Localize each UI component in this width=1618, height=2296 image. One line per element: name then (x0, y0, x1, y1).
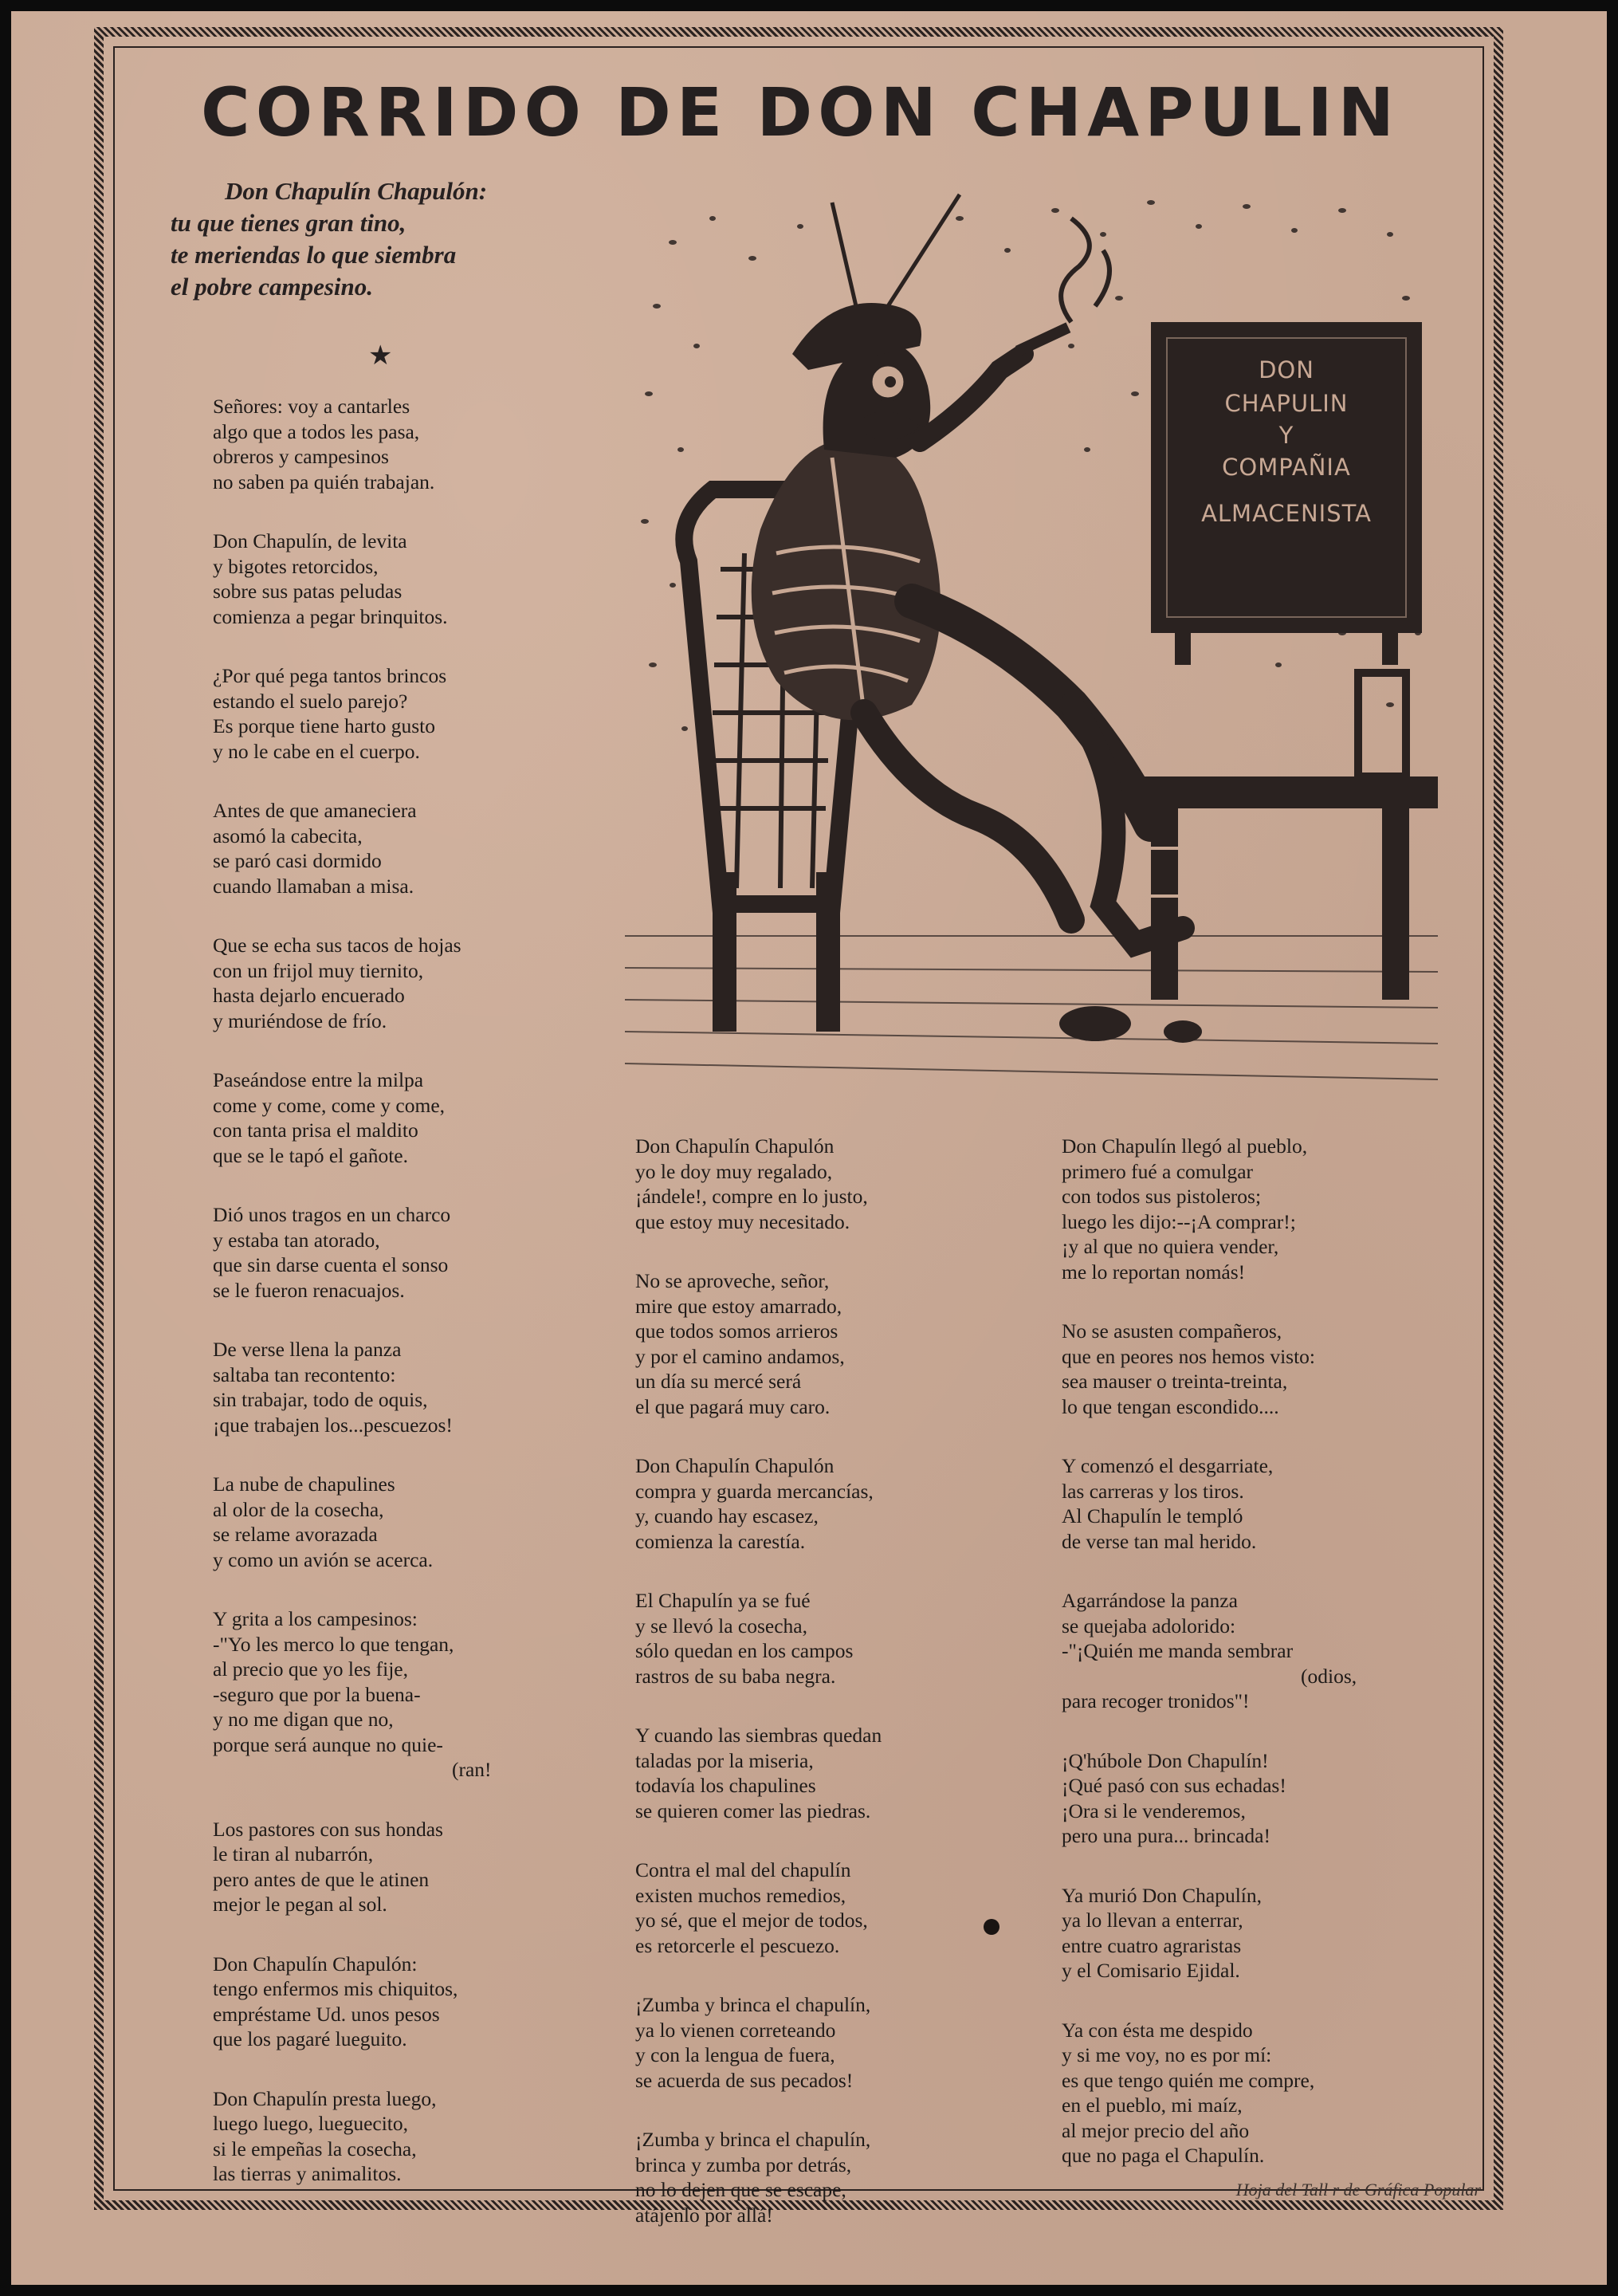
verse-line: de verse tan mal herido. (1062, 1529, 1257, 1553)
verse-line: Antes de que amaneciera (213, 799, 417, 822)
verse-line: y muriéndose de frío. (213, 1008, 387, 1032)
verse-line: hasta dejarlo encuerado (213, 984, 405, 1007)
verse-line: y no le cabe en el cuerpo. (213, 739, 420, 763)
sign-line: DON (1259, 356, 1314, 383)
star-ornament-icon: ★ (368, 340, 393, 372)
verse-line: primero fué a comulgar (1062, 1159, 1254, 1183)
verse-line: pero antes de que le atinen (213, 1867, 430, 1891)
ink-dot (984, 1919, 999, 1935)
grasshopper-woodcut-illustration (625, 187, 1438, 1111)
verse-line: Dió unos tragos en un charco (213, 1203, 451, 1226)
verse-line: rastros de su baba negra. (635, 1664, 836, 1688)
stanza (213, 798, 564, 898)
verse-line: Es porque tiene harto gusto (213, 714, 436, 737)
verse-line: Señores: voy a cantarles (213, 395, 410, 418)
verse-line: estando el suelo parejo? (213, 689, 408, 713)
verse-line: se le fueron renacuajos. (213, 1278, 405, 1302)
verse-line: se quejaba adolorido: (1062, 1614, 1236, 1637)
verse-line: en el pueblo, mi maíz, (1062, 2094, 1243, 2117)
verse-line: ¡Zumba y brinca el chapulín, (635, 1993, 871, 2016)
verse-line: y como un avión se acerca. (213, 1547, 434, 1571)
stanza (635, 1134, 1002, 1234)
verse-line: Don Chapulín Chapulón (635, 1454, 835, 1477)
verse-line: Y grita a los campesinos: (213, 1607, 418, 1630)
verse-line: para recoger tronidos"! (1062, 1689, 1250, 1712)
sign-line: CHAPULIN (1224, 390, 1349, 417)
verse-line: no saben pa quién trabajan. (213, 470, 435, 493)
verse-line: tengo enfermos mis chiquitos, (213, 1977, 458, 2000)
verse-line: que todos somos arrieros (635, 1319, 838, 1343)
verse-line: y bigotes retorcidos, (213, 554, 379, 578)
verse-line: (ran! (452, 1758, 492, 1781)
intro-line: te meriendas lo que siembra (171, 241, 457, 269)
stanza (213, 1067, 564, 1168)
verse-line: yo le doy muy regalado, (635, 1159, 833, 1183)
verse-line: ¿Por qué pega tantos brincos (213, 664, 447, 687)
verse-line: con un frijol muy tiernito, (213, 958, 424, 982)
verse-line: ¡Ora si le venderemos, (1062, 1799, 1246, 1822)
stanza (213, 1952, 564, 2052)
verse-line: -seguro que por la buena- (213, 1682, 421, 1706)
verse-line: sólo quedan en los campos (635, 1639, 854, 1662)
stanza (635, 1858, 1002, 1958)
stanza (213, 1817, 564, 1917)
verse-line: y si me voy, no es por mí: (1062, 2043, 1272, 2066)
verse-line: Ya con ésta me despido (1062, 2018, 1253, 2042)
stanza (1062, 1883, 1436, 1983)
verse-line: Contra el mal del chapulín (635, 1858, 851, 1881)
stanza (213, 1606, 564, 1783)
verse-line: saltaba tan recontento: (213, 1362, 396, 1386)
verse-line: compra y guarda mercancías, (635, 1479, 874, 1503)
verse-line: obreros y campesinos (213, 445, 389, 468)
verse-line: con tanta prisa el maldito (213, 1119, 418, 1142)
verse-line: yo sé, que el mejor de todos, (635, 1909, 868, 1932)
stanza (635, 1723, 1002, 1823)
verse-line: mire que estoy amarrado, (635, 1294, 842, 1318)
sign-line: Y (1278, 422, 1294, 449)
intro-line: el pobre campesino. (171, 273, 373, 301)
verse-line: el que pagará muy caro. (635, 1394, 831, 1418)
verse-line: que sin darse cuenta el sonso (213, 1253, 449, 1276)
verse-line: ¡Zumba y brinca el chapulín, (635, 2128, 871, 2151)
stanza (1062, 2018, 1436, 2168)
broadside-sheet (11, 11, 1607, 2285)
verse-line: lo que tengan escondido.... (1062, 1394, 1279, 1418)
verse-line: cuando llamaban a misa. (213, 874, 414, 898)
verse-line: entre cuatro agraristas (1062, 1933, 1242, 1957)
verse-line: un día su mercé será (635, 1370, 802, 1393)
verse-line: si le empeñas la cosecha, (213, 2137, 417, 2160)
verse-line: ¡y al que no quiera vender, (1062, 1235, 1279, 1258)
verse-line: No se aproveche, señor, (635, 1269, 830, 1292)
verse-line: Paseándose entre la milpa (213, 1068, 424, 1091)
stanza (213, 2086, 564, 2187)
stanza (635, 1588, 1002, 1689)
stanza (1062, 1319, 1436, 1419)
verse-line: Don Chapulín llegó al pueblo, (1062, 1134, 1308, 1158)
verse-line: ¡ándele!, compre en lo justo, (635, 1185, 868, 1208)
verse-line: que estoy muy necesitado. (635, 1209, 850, 1233)
sign-line: COMPAÑIA (1222, 454, 1351, 481)
verse-line: Y cuando las siembras quedan (635, 1724, 882, 1747)
verse-line: al olor de la cosecha, (213, 1497, 384, 1521)
verse-line: No se asusten compañeros, (1062, 1319, 1282, 1343)
verse-line: sin trabajar, todo de oquis, (213, 1388, 428, 1411)
sign-line: ALMACENISTA (1201, 500, 1372, 527)
page-title: CORRIDO DE DON CHAPULIN (201, 73, 1400, 151)
verse-line: porque será aunque no quie- (213, 1732, 443, 1756)
verse-line: y por el camino andamos, (635, 1344, 845, 1368)
verse-line: le tiran al nubarrón, (213, 1842, 374, 1866)
verse-line: -"¡Quién me manda sembrar (1062, 1639, 1294, 1662)
verse-line: luego luego, lueguecito, (213, 2112, 409, 2135)
verse-line: que en peores nos hemos visto: (1062, 1344, 1315, 1368)
stanza (213, 1202, 564, 1303)
verse-line: y el Comisario Ejidal. (1062, 1959, 1240, 1982)
verse-line: todavía los chapulines (635, 1774, 816, 1797)
verse-line: comienza a pegar brinquitos. (213, 604, 448, 628)
verse-line: al precio que yo les fije, (213, 1657, 408, 1681)
verse-line: las tierras y animalitos. (213, 2162, 402, 2185)
verse-line: ¡que trabajen los...pescuezos! (213, 1413, 453, 1437)
verse-line: come y come, come y come, (213, 1093, 446, 1117)
verse-line: ¡Qué pasó con sus echadas! (1062, 1774, 1286, 1797)
stanza (635, 1992, 1002, 2093)
stanza (213, 1337, 564, 1437)
verse-line: El Chapulín ya se fué (635, 1589, 811, 1612)
verse-line: al mejor precio del año (1062, 2118, 1250, 2142)
verse-line: las carreras y los tiros. (1062, 1479, 1244, 1503)
verse-line: ya lo vienen correteando (635, 2018, 836, 2042)
intro-verse (171, 175, 585, 303)
verse-line: asomó la cabecita, (213, 824, 363, 847)
verse-line: y, cuando hay escasez, (635, 1504, 819, 1527)
verse-line: que los pagaré lueguito. (213, 2027, 407, 2050)
verse-line: taladas por la miseria, (635, 1748, 814, 1772)
verse-line: con todos sus pistoleros; (1062, 1185, 1262, 1208)
verse-line: y se llevó la cosecha, (635, 1614, 807, 1637)
verse-line: comienza la carestía. (635, 1529, 806, 1553)
verse-line: Los pastores con sus hondas (213, 1817, 443, 1841)
verse-line: Al Chapulín le templó (1062, 1504, 1243, 1527)
verse-line: que no paga el Chapulín. (1062, 2144, 1265, 2167)
verse-line: Y comenzó el desgarriate, (1062, 1454, 1274, 1477)
verse-line: existen muchos remedios, (635, 1883, 846, 1907)
stanza (213, 933, 564, 1033)
verse-column-3 (1062, 1134, 1436, 2203)
verse-line: sobre sus patas peludas (213, 580, 403, 603)
intro-line: tu que tienes gran tino, (171, 209, 406, 237)
stanza (635, 1453, 1002, 1554)
verse-line: y estaba tan atorado, (213, 1228, 380, 1252)
publisher-credit: Hoja del Tall r de Gráfica Popular (1235, 2180, 1481, 2200)
verse-line: Don Chapulín, de levita (213, 529, 407, 552)
stanza (1062, 1748, 1436, 1849)
verse-line: La nube de chapulines (213, 1472, 395, 1496)
verse-line: pero una pura... brincada! (1062, 1824, 1270, 1847)
stanza (213, 529, 564, 629)
verse-line: Don Chapulín presta luego, (213, 2086, 437, 2110)
stanza (1062, 1453, 1436, 1554)
verse-line: se relame avorazada (213, 1523, 378, 1546)
verse-line: y no me digan que no, (213, 1708, 394, 1731)
stanza (213, 394, 564, 494)
verse-line: atájenlo por allá! (635, 2203, 773, 2227)
verse-line: se quieren comer las piedras. (635, 1799, 871, 1822)
verse-line: -"Yo les merco lo que tengan, (213, 1632, 454, 1656)
verse-column-2 (635, 1134, 1002, 2262)
verse-line: Don Chapulín Chapulón (635, 1134, 835, 1158)
verse-line: De verse llena la panza (213, 1338, 402, 1361)
verse-line: y con la lengua de fuera, (635, 2043, 835, 2066)
verse-line: luego les dijo:--¡A comprar!; (1062, 1209, 1296, 1233)
verse-line: es que tengo quién me compre, (1062, 2068, 1315, 2092)
verse-line: Agarrándose la panza (1062, 1589, 1238, 1612)
verse-line: Ya murió Don Chapulín, (1062, 1883, 1263, 1907)
stanza (213, 663, 564, 764)
verse-line: no lo dejen que se escape, (635, 2178, 846, 2201)
verse-line: algo que a todos les pasa, (213, 419, 420, 443)
verse-line: Don Chapulín Chapulón: (213, 1952, 418, 1976)
stanza (635, 1268, 1002, 1419)
verse-line: se paró casi dormido (213, 849, 382, 872)
verse-line: ¡Q'húbole Don Chapulín! (1062, 1748, 1269, 1772)
verse-line: es retorcerle el pescuezo. (635, 1933, 840, 1957)
verse-column-1 (213, 394, 564, 2221)
verse-line: me lo reportan nomás! (1062, 1260, 1246, 1284)
verse-line: brinca y zumba por detrás, (635, 2152, 852, 2176)
verse-line: sea mauser o treinta-treinta, (1062, 1370, 1288, 1393)
stanza (1062, 1134, 1436, 1284)
stanza (635, 2127, 1002, 2227)
stanza (213, 1472, 564, 1572)
verse-line: Que se echa sus tacos de hojas (213, 934, 461, 957)
verse-line: empréstame Ud. unos pesos (213, 2002, 440, 2026)
verse-line: se acuerda de sus pecados! (635, 2068, 854, 2092)
verse-line: mejor le pegan al sol. (213, 1893, 387, 1916)
intro-line: Don Chapulín Chapulón: (225, 177, 488, 205)
verse-line: (odios, (1301, 1664, 1357, 1688)
verse-line: ya lo llevan a enterrar, (1062, 1909, 1243, 1932)
stanza (1062, 1588, 1436, 1714)
verse-line: que se le tapó el gañote. (213, 1143, 408, 1167)
